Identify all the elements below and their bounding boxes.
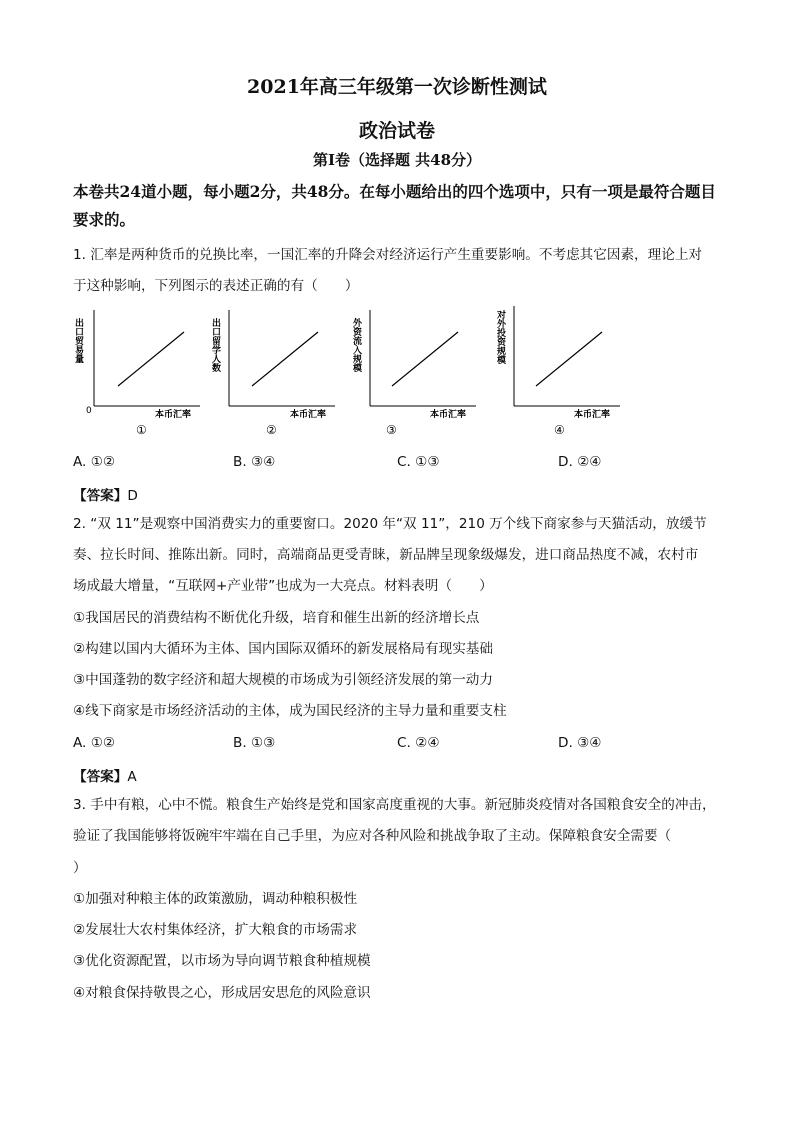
q3-statement-3: ③优化资源配置，以市场为导向调节粮食种植规模	[73, 953, 371, 969]
q3-statement-2: ②发展壮大农村集体经济，扩大粮食的市场需求	[73, 922, 358, 938]
q2-option-c[interactable]: C. ②④	[397, 735, 440, 751]
graph-4-line	[536, 332, 602, 386]
q1-option-c[interactable]: C. ①③	[397, 454, 440, 470]
q1-graphs	[0, 300, 794, 440]
graph-3-number: ③	[386, 423, 397, 437]
graph-1-line	[118, 332, 184, 386]
graph-3-line	[392, 332, 458, 386]
graph-3-xlabel: 本币汇率	[430, 410, 467, 420]
graph-2-number: ②	[266, 423, 277, 437]
q2-stem-line3: 场成最大增量，“互联网+产业带”也成为一大亮点。材料表明（ ）	[73, 578, 493, 594]
q2-option-a[interactable]: A. ①②	[73, 735, 116, 751]
q1-option-a[interactable]: A. ①②	[73, 454, 116, 470]
q2-statement-1: ①我国居民的消费结构不断优化升级，培育和催生出新的经济增长点	[73, 610, 480, 626]
subject-title: 政治试卷	[358, 120, 435, 142]
graph-4-ylabel: 对外投资规模	[495, 310, 505, 364]
q2-stem-line1: 2. “双 11”是观察中国消费实力的重要窗口。2020 年“双 11”，210 万个线下商家参与天猫活动，放缓节	[73, 516, 707, 532]
graph-2-xlabel: 本币汇率	[290, 410, 327, 420]
graph-1-xlabel: 本币汇率	[155, 410, 192, 420]
q2-statement-2: ②构建以国内大循环为主体、国内国际双循环的新发展格局有现实基础	[73, 641, 493, 657]
q2-answer-value: A	[127, 769, 137, 785]
q2-option-d[interactable]: D. ③④	[558, 735, 602, 751]
q3-stem-line2: 验证了我国能够将饭碗牢牢端在自己手里，为应对各种风险和挑战争取了主动。保障粮食安全需要（	[73, 828, 672, 844]
q1-stem-line1: 1. 汇率是两种货币的兑换比率，一国汇率的升降会对经济运行产生重要影响。不考虑其它因素，理论上对	[73, 247, 703, 263]
q1-stem-line2: 于这种影响，下列图示的表述正确的有（ ）	[73, 278, 359, 294]
q3-statement-1: ①加强对种粮主体的政策激励，调动种粮积极性	[73, 891, 358, 907]
q2-option-b[interactable]: B. ①③	[233, 735, 276, 751]
graph-1-number: ①	[136, 423, 147, 437]
graph-2	[210, 310, 335, 437]
graph-1-ylabel: 出口贸易量	[73, 318, 83, 363]
graph-1-origin: 0	[86, 406, 92, 416]
q2-statement-4: ④线下商家是市场经济活动的主体，成为国民经济的主导力量和重要支柱	[73, 703, 507, 719]
q1-answer	[73, 484, 138, 504]
q2-statement-3: ③中国蓬勃的数字经济和超大规模的市场成为引领经济发展的第一动力	[73, 672, 493, 688]
graph-4	[495, 306, 620, 437]
graph-1	[73, 310, 200, 437]
q3-statement-4: ④对粮食保持敬畏之心，形成居安思危的风险意识	[73, 985, 371, 1001]
q1-answer-value: D	[127, 488, 138, 504]
q3-stem-line1: 3. 手中有粮，心中不慌。粮食生产始终是党和国家高度重视的大事。新冠肺炎疫情对各国粮食安全的冲击，	[73, 797, 716, 813]
graph-3	[351, 310, 476, 437]
section-title: 第Ⅰ卷（选择题 共48分）	[312, 151, 482, 169]
instructions: 本卷共24道小题，每小题2分，共48分。在每小题给出的四个选项中，只有一项是最符合题目要求的。	[73, 182, 716, 229]
graph-3-ylabel: 外资流入规模	[351, 318, 361, 372]
q1-answer-tag: 【答案】	[73, 488, 128, 504]
q3-stem-line3: ）	[73, 860, 87, 876]
graph-4-number: ④	[554, 423, 565, 437]
q2-answer-tag: 【答案】	[73, 769, 128, 785]
q1-option-d[interactable]: D. ②④	[558, 454, 602, 470]
graph-2-ylabel: 出口留学人数	[210, 318, 220, 372]
q2-answer	[73, 765, 137, 785]
exam-title: 2021年高三年级第一次诊断性测试	[247, 76, 547, 98]
q2-stem-line2: 奏、拉长时间、推陈出新。同时，高端商品更受青睐，新品牌呈现象级爆发，进口商品热度不减，农村市	[73, 547, 699, 563]
graph-2-line	[252, 332, 318, 386]
q1-option-b[interactable]: B. ③④	[233, 454, 276, 470]
graph-4-xlabel: 本币汇率	[574, 410, 611, 420]
